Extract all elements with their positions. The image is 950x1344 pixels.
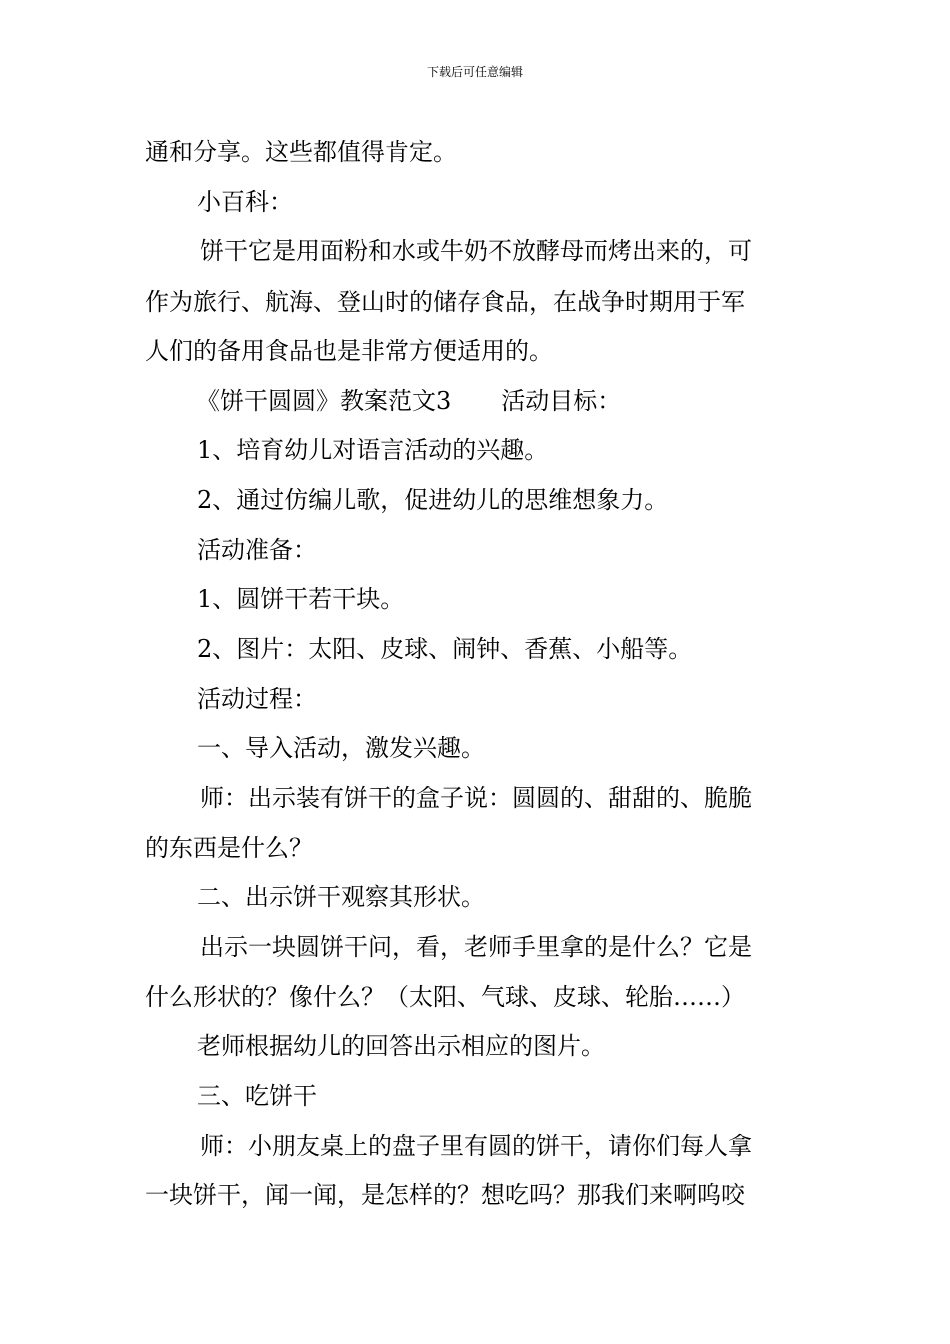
paragraph-line: 什么形状的？像什么？（太阳、气球、皮球、轮胎……） — [145, 983, 745, 1011]
paragraph-line: 出示一块圆饼干问，看，老师手里拿的是什么？它是 — [200, 933, 752, 961]
section-heading-encyclopedia: 小百科： — [197, 188, 293, 216]
paragraph-line: 的东西是什么？ — [145, 834, 313, 862]
paragraph-line: 师：小朋友桌上的盘子里有圆的饼干，请你们每人拿 — [200, 1132, 752, 1160]
lesson-plan-title — [196, 385, 621, 417]
list-item: 2、图片：太阳、皮球、闹钟、香蕉、小船等。 — [197, 635, 693, 663]
paragraph-line: 作为旅行、航海、登山时的储存食品，在战争时期用于军 — [145, 288, 745, 316]
lesson-plan-title-text: 《饼干圆圆》教案范文3 — [196, 387, 452, 415]
list-item: 1、培育幼儿对语言活动的兴趣。 — [197, 436, 549, 464]
activity-goals-heading: 活动目标： — [501, 387, 622, 415]
section-heading-preparation: 活动准备： — [197, 536, 317, 564]
paragraph-line: 通和分享。这些都值得肯定。 — [145, 138, 457, 166]
paragraph-line: 一块饼干，闻一闻，是怎样的？想吃吗？那我们来啊呜咬 — [145, 1181, 745, 1209]
paragraph-line: 饼干它是用面粉和水或牛奶不放酵母而烤出来的，可 — [200, 237, 752, 265]
list-item: 1、圆饼干若干块。 — [197, 585, 405, 613]
step-heading: 二、出示饼干观察其形状。 — [197, 883, 485, 911]
page-header: 下载后可任意编辑 — [426, 65, 523, 79]
list-item: 2、通过仿编儿歌，促进幼儿的思维想象力。 — [197, 486, 669, 514]
step-heading: 一、导入活动，激发兴趣。 — [197, 734, 485, 762]
paragraph-line: 老师根据幼儿的回答出示相应的图片。 — [197, 1032, 605, 1060]
section-heading-process: 活动过程： — [197, 685, 317, 713]
step-heading: 三、吃饼干 — [197, 1082, 317, 1110]
paragraph-line: 人们的备用食品也是非常方便适用的。 — [145, 337, 553, 365]
paragraph-line: 师：出示装有饼干的盒子说：圆圆的、甜甜的、脆脆 — [200, 784, 752, 812]
